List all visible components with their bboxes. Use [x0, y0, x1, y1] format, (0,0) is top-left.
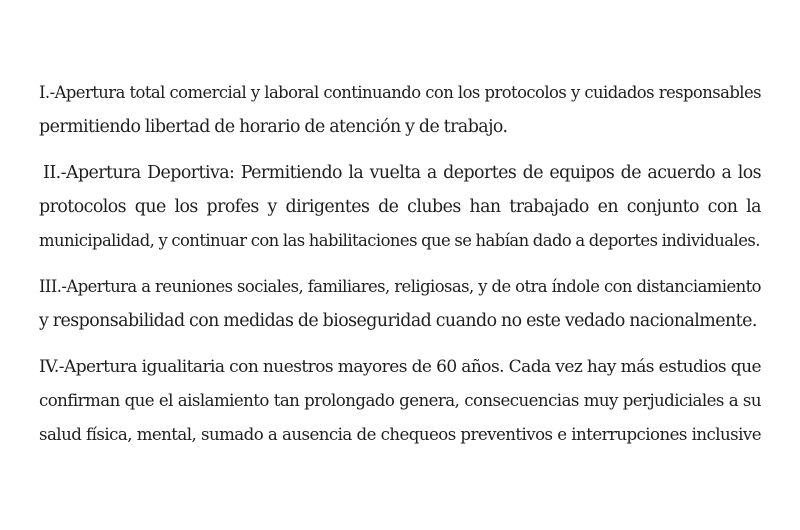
text-line: protocolos que los profes y dirigentes de clubes han trabajado en conjunto con la	[39, 197, 761, 217]
text-line: I.-Apertura total comercial y laboral continuando con los protocolos y cuidados responsables	[39, 83, 761, 102]
paragraph-apertura-mayores	[39, 350, 761, 452]
text-line: III.-Apertura a reuniones sociales, familiares, religiosas, y de otra índole con distanciamiento	[39, 277, 761, 296]
text-line: municipalidad, y continuar con las habilitaciones que se habían dado a deportes individuales.	[39, 231, 760, 250]
paragraph-apertura-deportiva	[39, 156, 761, 258]
document-body	[39, 76, 761, 452]
text-line: salud física, mental, sumado a ausencia de chequeos preventivos e interrupciones inclusive	[39, 425, 761, 444]
text-line: IV.-Apertura igualitaria con nuestros mayores de 60 años. Cada vez hay más estudios que	[39, 357, 761, 377]
paragraph-apertura-comercial	[39, 76, 761, 144]
text-line: II.-Apertura Deportiva: Permitiendo la vuelta a deportes de equipos de acuerdo a los	[43, 163, 761, 183]
text-line: confirman que el aislamiento tan prolongado genera, consecuencias muy perjudiciales a su	[39, 391, 761, 410]
paragraph-apertura-reuniones	[39, 270, 761, 338]
text-line: permitiendo libertad de horario de atención y de trabajo.	[39, 117, 508, 137]
text-line: y responsabilidad con medidas de bioseguridad cuando no este vedado nacionalmente.	[39, 311, 757, 331]
